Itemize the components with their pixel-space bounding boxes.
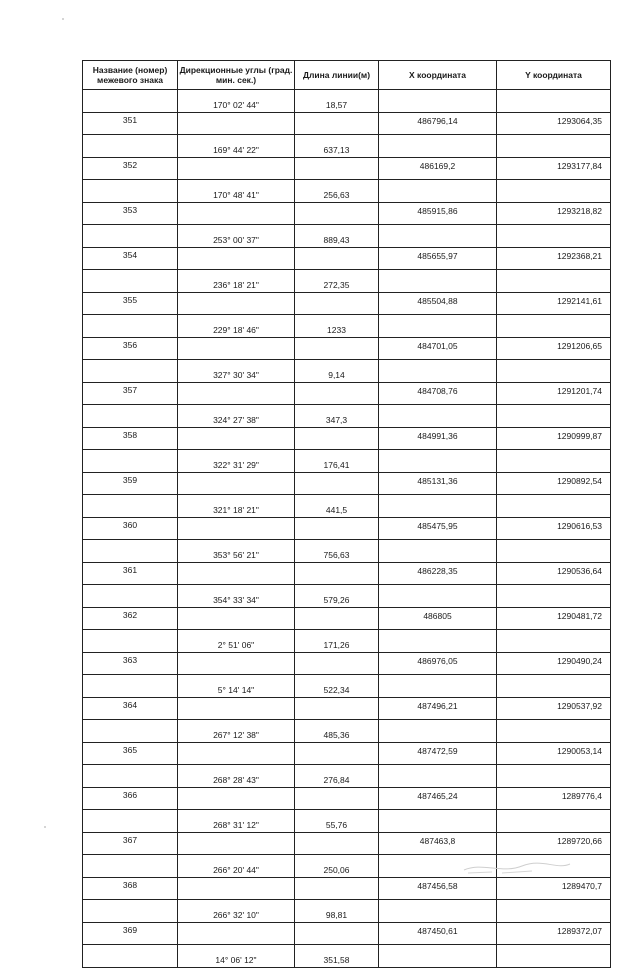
cell-x-coordinate: 484701,05 <box>379 337 497 360</box>
cell-y-coordinate: 1292141,61 <box>497 292 611 315</box>
cell-x-coordinate <box>379 945 497 968</box>
cell-x-coordinate: 485915,86 <box>379 202 497 225</box>
cell-point-name: 351 <box>83 112 178 135</box>
table-row <box>83 585 611 608</box>
cell-y-coordinate: 1289470,7 <box>497 877 611 900</box>
cell-direction-angle <box>178 742 295 765</box>
table-row <box>83 405 611 428</box>
cell-line-length <box>295 337 379 360</box>
cell-line-length: 176,41 <box>295 450 379 473</box>
cell-line-length <box>295 652 379 675</box>
cell-line-length: 347,3 <box>295 405 379 428</box>
coordinates-sheet <box>82 60 610 968</box>
cell-y-coordinate: 1290053,14 <box>497 742 611 765</box>
cell-line-length: 485,36 <box>295 720 379 743</box>
cell-line-length <box>295 247 379 270</box>
cell-y-coordinate <box>497 135 611 158</box>
cell-line-length <box>295 157 379 180</box>
scan-speck <box>44 826 46 828</box>
cell-y-coordinate: 1290536,64 <box>497 562 611 585</box>
table-row <box>83 247 611 270</box>
cell-line-length: 637,13 <box>295 135 379 158</box>
table-row <box>83 922 611 945</box>
cell-y-coordinate: 1293064,35 <box>497 112 611 135</box>
cell-direction-angle: 170° 02' 44" <box>178 90 295 113</box>
cell-point-name <box>83 765 178 788</box>
cell-direction-angle <box>178 787 295 810</box>
cell-x-coordinate <box>379 810 497 833</box>
cell-y-coordinate <box>497 945 611 968</box>
table-row <box>83 360 611 383</box>
cell-direction-angle: 169° 44' 22" <box>178 135 295 158</box>
table-row <box>83 697 611 720</box>
table-row <box>83 675 611 698</box>
cell-x-coordinate <box>379 90 497 113</box>
cell-y-coordinate: 1290616,53 <box>497 517 611 540</box>
cell-direction-angle: 268° 28' 43" <box>178 765 295 788</box>
cell-y-coordinate <box>497 450 611 473</box>
cell-point-name: 363 <box>83 652 178 675</box>
cell-x-coordinate <box>379 450 497 473</box>
cell-direction-angle: 2° 51' 06" <box>178 630 295 653</box>
table-row <box>83 427 611 450</box>
cell-direction-angle: 14° 06' 12" <box>178 945 295 968</box>
table-row <box>83 292 611 315</box>
cell-x-coordinate <box>379 540 497 563</box>
cell-point-name: 356 <box>83 337 178 360</box>
cell-x-coordinate <box>379 675 497 698</box>
cell-point-name: 352 <box>83 157 178 180</box>
cell-line-length <box>295 472 379 495</box>
cell-x-coordinate: 485655,97 <box>379 247 497 270</box>
cell-line-length <box>295 832 379 855</box>
cell-direction-angle <box>178 157 295 180</box>
cell-direction-angle <box>178 247 295 270</box>
cell-line-length: 18,57 <box>295 90 379 113</box>
cell-point-name: 354 <box>83 247 178 270</box>
table-row <box>83 607 611 630</box>
cell-y-coordinate: 1290892,54 <box>497 472 611 495</box>
cell-y-coordinate <box>497 900 611 923</box>
cell-direction-angle: 5° 14' 14" <box>178 675 295 698</box>
cell-line-length <box>295 922 379 945</box>
cell-line-length <box>295 112 379 135</box>
cell-x-coordinate <box>379 405 497 428</box>
table-row <box>83 90 611 113</box>
cell-x-coordinate <box>379 900 497 923</box>
cell-y-coordinate <box>497 675 611 698</box>
cell-point-name <box>83 135 178 158</box>
cell-direction-angle <box>178 517 295 540</box>
cell-x-coordinate <box>379 720 497 743</box>
cell-y-coordinate <box>497 405 611 428</box>
cell-y-coordinate <box>497 810 611 833</box>
cell-line-length: 98,81 <box>295 900 379 923</box>
cell-direction-angle <box>178 292 295 315</box>
cell-y-coordinate <box>497 270 611 293</box>
cell-point-name <box>83 855 178 878</box>
cell-point-name: 367 <box>83 832 178 855</box>
cell-y-coordinate: 1290490,24 <box>497 652 611 675</box>
cell-point-name: 357 <box>83 382 178 405</box>
cell-y-coordinate: 1289776,4 <box>497 787 611 810</box>
table-row <box>83 540 611 563</box>
cell-y-coordinate <box>497 360 611 383</box>
table-row <box>83 337 611 360</box>
table-row <box>83 225 611 248</box>
cell-line-length: 256,63 <box>295 180 379 203</box>
cell-direction-angle: 229° 18' 46" <box>178 315 295 338</box>
cell-direction-angle <box>178 112 295 135</box>
cell-point-name: 368 <box>83 877 178 900</box>
cell-x-coordinate <box>379 180 497 203</box>
cell-y-coordinate: 1289372,07 <box>497 922 611 945</box>
cell-point-name <box>83 225 178 248</box>
cell-point-name <box>83 450 178 473</box>
cell-point-name <box>83 900 178 923</box>
cell-line-length <box>295 427 379 450</box>
cell-direction-angle: 266° 32' 10" <box>178 900 295 923</box>
cell-point-name <box>83 540 178 563</box>
cell-point-name <box>83 90 178 113</box>
table-row <box>83 382 611 405</box>
cell-x-coordinate <box>379 270 497 293</box>
cell-x-coordinate <box>379 135 497 158</box>
header-x: X координата <box>379 61 497 90</box>
cell-x-coordinate: 487456,58 <box>379 877 497 900</box>
table-header-row <box>83 61 611 90</box>
cell-y-coordinate: 1293177,84 <box>497 157 611 180</box>
cell-x-coordinate: 487465,24 <box>379 787 497 810</box>
header-y: Y координата <box>497 61 611 90</box>
cell-point-name <box>83 585 178 608</box>
cell-line-length <box>295 697 379 720</box>
cell-x-coordinate: 484708,76 <box>379 382 497 405</box>
cell-x-coordinate: 486169,2 <box>379 157 497 180</box>
cell-direction-angle <box>178 922 295 945</box>
cell-y-coordinate <box>497 585 611 608</box>
cell-direction-angle <box>178 427 295 450</box>
cell-point-name: 358 <box>83 427 178 450</box>
table-row <box>83 652 611 675</box>
cell-line-length <box>295 202 379 225</box>
cell-point-name <box>83 720 178 743</box>
cell-y-coordinate <box>497 765 611 788</box>
cell-y-coordinate: 1290481,72 <box>497 607 611 630</box>
cell-direction-angle <box>178 877 295 900</box>
cell-point-name <box>83 945 178 968</box>
cell-x-coordinate: 486805 <box>379 607 497 630</box>
cell-y-coordinate: 1292368,21 <box>497 247 611 270</box>
cell-y-coordinate <box>497 180 611 203</box>
table-row <box>83 787 611 810</box>
cell-line-length: 522,34 <box>295 675 379 698</box>
cell-y-coordinate: 1291206,65 <box>497 337 611 360</box>
table-row <box>83 495 611 518</box>
cell-direction-angle: 322° 31' 29" <box>178 450 295 473</box>
table-row <box>83 810 611 833</box>
cell-line-length <box>295 742 379 765</box>
cell-line-length: 889,43 <box>295 225 379 248</box>
cell-direction-angle <box>178 607 295 630</box>
cell-direction-angle: 267° 12' 38" <box>178 720 295 743</box>
cell-direction-angle <box>178 652 295 675</box>
table-body <box>83 90 611 968</box>
cell-x-coordinate <box>379 630 497 653</box>
cell-direction-angle <box>178 562 295 585</box>
cell-x-coordinate <box>379 315 497 338</box>
cell-x-coordinate: 487463,8 <box>379 832 497 855</box>
table-row <box>83 562 611 585</box>
cell-line-length: 756,63 <box>295 540 379 563</box>
boundary-coordinates-table <box>82 60 611 968</box>
cell-line-length <box>295 517 379 540</box>
table-row <box>83 270 611 293</box>
cell-line-length: 9,14 <box>295 360 379 383</box>
table-row <box>83 832 611 855</box>
cell-y-coordinate <box>497 225 611 248</box>
cell-line-length: 1233 <box>295 315 379 338</box>
cell-x-coordinate <box>379 225 497 248</box>
cell-y-coordinate: 1290999,87 <box>497 427 611 450</box>
cell-x-coordinate: 487450,61 <box>379 922 497 945</box>
cell-y-coordinate <box>497 720 611 743</box>
table-row <box>83 900 611 923</box>
cell-direction-angle: 236° 18' 21" <box>178 270 295 293</box>
cell-line-length <box>295 877 379 900</box>
table-row <box>83 472 611 495</box>
table-row <box>83 765 611 788</box>
cell-direction-angle: 353° 56' 21" <box>178 540 295 563</box>
cell-point-name <box>83 810 178 833</box>
cell-direction-angle <box>178 832 295 855</box>
table-row <box>83 180 611 203</box>
cell-point-name <box>83 360 178 383</box>
cell-line-length: 272,35 <box>295 270 379 293</box>
cell-point-name: 353 <box>83 202 178 225</box>
cell-x-coordinate: 484991,36 <box>379 427 497 450</box>
cell-y-coordinate <box>497 540 611 563</box>
cell-x-coordinate <box>379 765 497 788</box>
cell-x-coordinate: 485475,95 <box>379 517 497 540</box>
cell-x-coordinate <box>379 585 497 608</box>
cell-line-length: 171,26 <box>295 630 379 653</box>
cell-x-coordinate: 487472,59 <box>379 742 497 765</box>
cell-point-name <box>83 180 178 203</box>
cell-x-coordinate: 486796,14 <box>379 112 497 135</box>
cell-y-coordinate <box>497 315 611 338</box>
table-row <box>83 112 611 135</box>
cell-point-name: 362 <box>83 607 178 630</box>
cell-direction-angle <box>178 472 295 495</box>
cell-point-name: 361 <box>83 562 178 585</box>
cell-x-coordinate: 485131,36 <box>379 472 497 495</box>
cell-direction-angle: 354° 33' 34" <box>178 585 295 608</box>
cell-direction-angle: 170° 48' 41" <box>178 180 295 203</box>
cell-x-coordinate <box>379 360 497 383</box>
table-row <box>83 450 611 473</box>
faint-stamp-mark <box>462 858 572 876</box>
table-row <box>83 742 611 765</box>
cell-direction-angle: 266° 20' 44" <box>178 855 295 878</box>
header-angle: Дирекционные углы (град. мин. сек.) <box>178 61 295 90</box>
cell-y-coordinate <box>497 630 611 653</box>
cell-point-name: 366 <box>83 787 178 810</box>
cell-point-name <box>83 630 178 653</box>
cell-point-name: 355 <box>83 292 178 315</box>
cell-line-length <box>295 292 379 315</box>
cell-direction-angle: 324° 27' 38" <box>178 405 295 428</box>
table-row <box>83 720 611 743</box>
cell-point-name <box>83 675 178 698</box>
cell-y-coordinate: 1293218,82 <box>497 202 611 225</box>
cell-point-name <box>83 315 178 338</box>
table-row <box>83 315 611 338</box>
cell-x-coordinate: 485504,88 <box>379 292 497 315</box>
cell-line-length: 351,58 <box>295 945 379 968</box>
table-row <box>83 630 611 653</box>
cell-point-name <box>83 405 178 428</box>
cell-y-coordinate: 1291201,74 <box>497 382 611 405</box>
table-row <box>83 135 611 158</box>
table-row <box>83 877 611 900</box>
cell-x-coordinate: 487496,21 <box>379 697 497 720</box>
cell-point-name: 365 <box>83 742 178 765</box>
cell-point-name: 369 <box>83 922 178 945</box>
table-row <box>83 202 611 225</box>
cell-point-name <box>83 270 178 293</box>
cell-x-coordinate: 486976,05 <box>379 652 497 675</box>
header-length: Длина линии(м) <box>295 61 379 90</box>
cell-line-length: 579,26 <box>295 585 379 608</box>
cell-direction-angle: 253° 00' 37" <box>178 225 295 248</box>
cell-y-coordinate: 1290537,92 <box>497 697 611 720</box>
cell-y-coordinate <box>497 90 611 113</box>
cell-line-length: 441,5 <box>295 495 379 518</box>
cell-x-coordinate: 486228,35 <box>379 562 497 585</box>
table-row <box>83 945 611 968</box>
cell-direction-angle: 268° 31' 12" <box>178 810 295 833</box>
cell-line-length <box>295 787 379 810</box>
cell-point-name: 360 <box>83 517 178 540</box>
cell-point-name <box>83 495 178 518</box>
table-row <box>83 517 611 540</box>
cell-x-coordinate <box>379 495 497 518</box>
cell-line-length <box>295 607 379 630</box>
cell-direction-angle <box>178 382 295 405</box>
cell-line-length: 250,06 <box>295 855 379 878</box>
cell-point-name: 364 <box>83 697 178 720</box>
cell-line-length <box>295 382 379 405</box>
table-row <box>83 157 611 180</box>
cell-direction-angle: 321° 18' 21" <box>178 495 295 518</box>
cell-point-name: 359 <box>83 472 178 495</box>
header-name: Название (номер) межевого знака <box>83 61 178 90</box>
cell-line-length: 276,84 <box>295 765 379 788</box>
cell-direction-angle <box>178 337 295 360</box>
cell-y-coordinate: 1289720,66 <box>497 832 611 855</box>
cell-y-coordinate <box>497 495 611 518</box>
cell-direction-angle: 327° 30' 34" <box>178 360 295 383</box>
cell-direction-angle <box>178 202 295 225</box>
scan-speck <box>62 18 64 20</box>
cell-line-length: 55,76 <box>295 810 379 833</box>
cell-direction-angle <box>178 697 295 720</box>
cell-line-length <box>295 562 379 585</box>
